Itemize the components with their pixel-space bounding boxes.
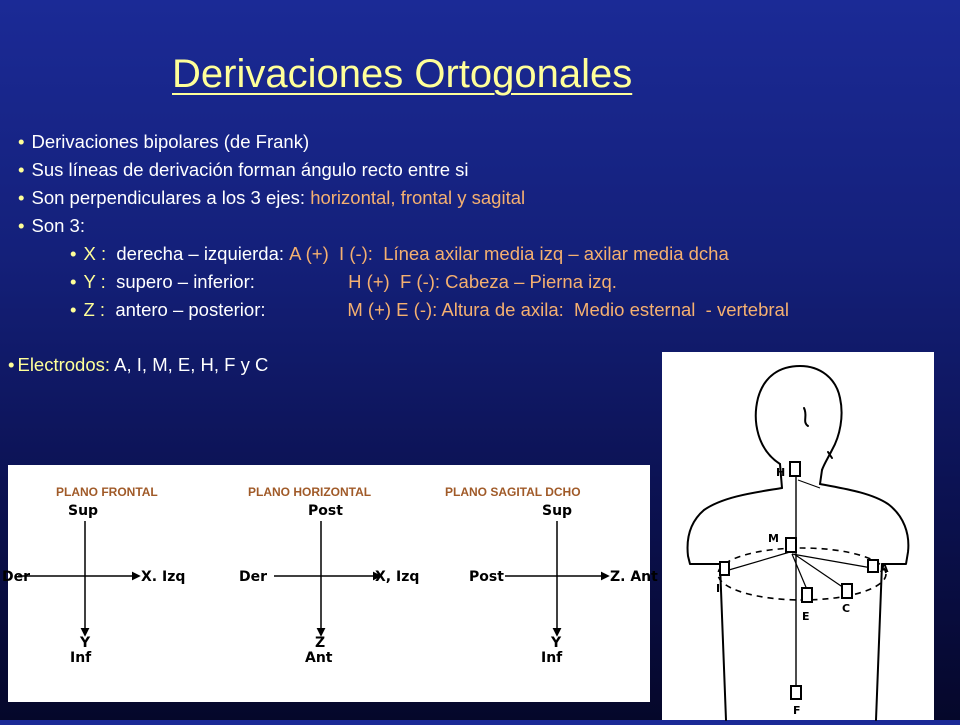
bullet-text: Son 3: xyxy=(31,215,85,236)
neck-right xyxy=(820,470,822,484)
electrodes-line xyxy=(8,354,268,376)
neck-lead-line xyxy=(798,480,820,488)
plane-title-horizontal: PLANO HORIZONTAL xyxy=(248,485,372,499)
electrode-i xyxy=(720,562,729,575)
bullet-glyph: • xyxy=(70,271,77,292)
electrode-m xyxy=(786,538,796,552)
planes-diagram xyxy=(2,465,658,702)
bullet-item xyxy=(18,212,948,240)
bullet-item xyxy=(18,156,948,184)
frontal-bottom-label: Inf xyxy=(70,650,92,666)
axis-detail: M (+) E (-): Altura de axila: Medio esternal - vertebral xyxy=(347,299,789,320)
axis-item-y xyxy=(18,268,948,296)
horizontal-bottom-label: Ant xyxy=(305,650,333,666)
left-shoulder xyxy=(688,488,782,564)
axis-name: Y : xyxy=(83,271,106,292)
horizontal-top-label: Post xyxy=(308,503,343,519)
torso-right-side xyxy=(876,564,882,720)
label-f: F xyxy=(793,704,801,717)
electrode-c xyxy=(842,584,852,598)
right-shoulder xyxy=(820,484,908,564)
planes-axes-svg xyxy=(2,465,658,702)
frontal-right-label: X. Izq xyxy=(141,569,186,585)
bullet-text: Sus líneas de derivación forman ángulo recto entre si xyxy=(31,159,469,180)
bullet-list xyxy=(18,128,948,324)
axis-item-x xyxy=(18,240,948,268)
horizontal-axis-label: Z xyxy=(315,635,326,651)
slide-title: Derivaciones Ortogonales xyxy=(172,52,633,96)
bullet-glyph: • xyxy=(18,215,25,236)
bullet-glyph: • xyxy=(18,131,25,152)
label-h: H xyxy=(776,466,786,479)
sagital-right-label: Z. Ant xyxy=(610,569,658,585)
electrode-f xyxy=(791,686,801,699)
bullet-text: Derivaciones bipolares (de Frank) xyxy=(31,131,310,152)
label-e: E xyxy=(802,610,810,623)
sagital-left-label: Post xyxy=(469,569,504,585)
electrode-h xyxy=(790,462,800,476)
plane-horizontal xyxy=(239,503,419,666)
sagital-top-label: Sup xyxy=(542,503,573,519)
label-a: A xyxy=(880,562,889,575)
torso-svg xyxy=(662,352,934,720)
axis-name: Z : xyxy=(83,299,106,320)
plane-title-frontal: PLANO FRONTAL xyxy=(56,485,158,499)
bullet-glyph: • xyxy=(8,354,15,375)
bullet-glyph: • xyxy=(18,159,25,180)
label-c: C xyxy=(842,602,851,615)
plane-frontal xyxy=(2,503,185,666)
axis-direction: antero – posterior: xyxy=(115,299,266,320)
bullet-item xyxy=(18,184,948,212)
electrode-a xyxy=(868,560,878,572)
torso-figure xyxy=(662,352,934,720)
plane-title-sagital: PLANO SAGITAL DCHO xyxy=(445,485,581,499)
axis-name: X : xyxy=(83,243,107,264)
bullet-highlight: horizontal, frontal y sagital xyxy=(310,187,526,208)
bullet-glyph: • xyxy=(70,299,77,320)
plane-sagital xyxy=(469,503,658,666)
sagital-bottom-label: Inf xyxy=(541,650,563,666)
torso-left-side xyxy=(720,564,726,720)
horizontal-left-label: Der xyxy=(239,569,268,585)
frontal-left-label: Der xyxy=(2,569,31,585)
axis-direction: supero – inferior: xyxy=(116,271,255,292)
bullet-glyph: • xyxy=(70,243,77,264)
lead-line-e xyxy=(792,554,808,592)
lead-line-i xyxy=(722,552,790,572)
label-m: M xyxy=(768,532,779,545)
electrode-e xyxy=(802,588,812,602)
electrodes-label: Electrodos: xyxy=(17,354,111,375)
horizontal-right-label: X, Izq xyxy=(375,569,420,585)
label-i: I xyxy=(716,582,721,595)
axis-detail: H (+) F (-): Cabeza – Pierna izq. xyxy=(348,271,617,292)
axis-direction: derecha – izquierda: xyxy=(116,243,285,264)
bullet-text: Son perpendiculares a los 3 ejes: xyxy=(31,187,311,208)
frontal-top-label: Sup xyxy=(68,503,99,519)
bullet-item xyxy=(18,128,948,156)
ear-mark xyxy=(804,408,808,426)
electrodes-value: A, I, M, E, H, F y C xyxy=(114,354,269,375)
frontal-axis-label: Y xyxy=(80,635,91,651)
axis-detail: A (+) I (-): Línea axilar media izq – axilar media dcha xyxy=(289,243,729,264)
sagital-axis-label: Y xyxy=(551,635,562,651)
axis-item-z xyxy=(18,296,948,324)
bullet-glyph: • xyxy=(18,187,25,208)
